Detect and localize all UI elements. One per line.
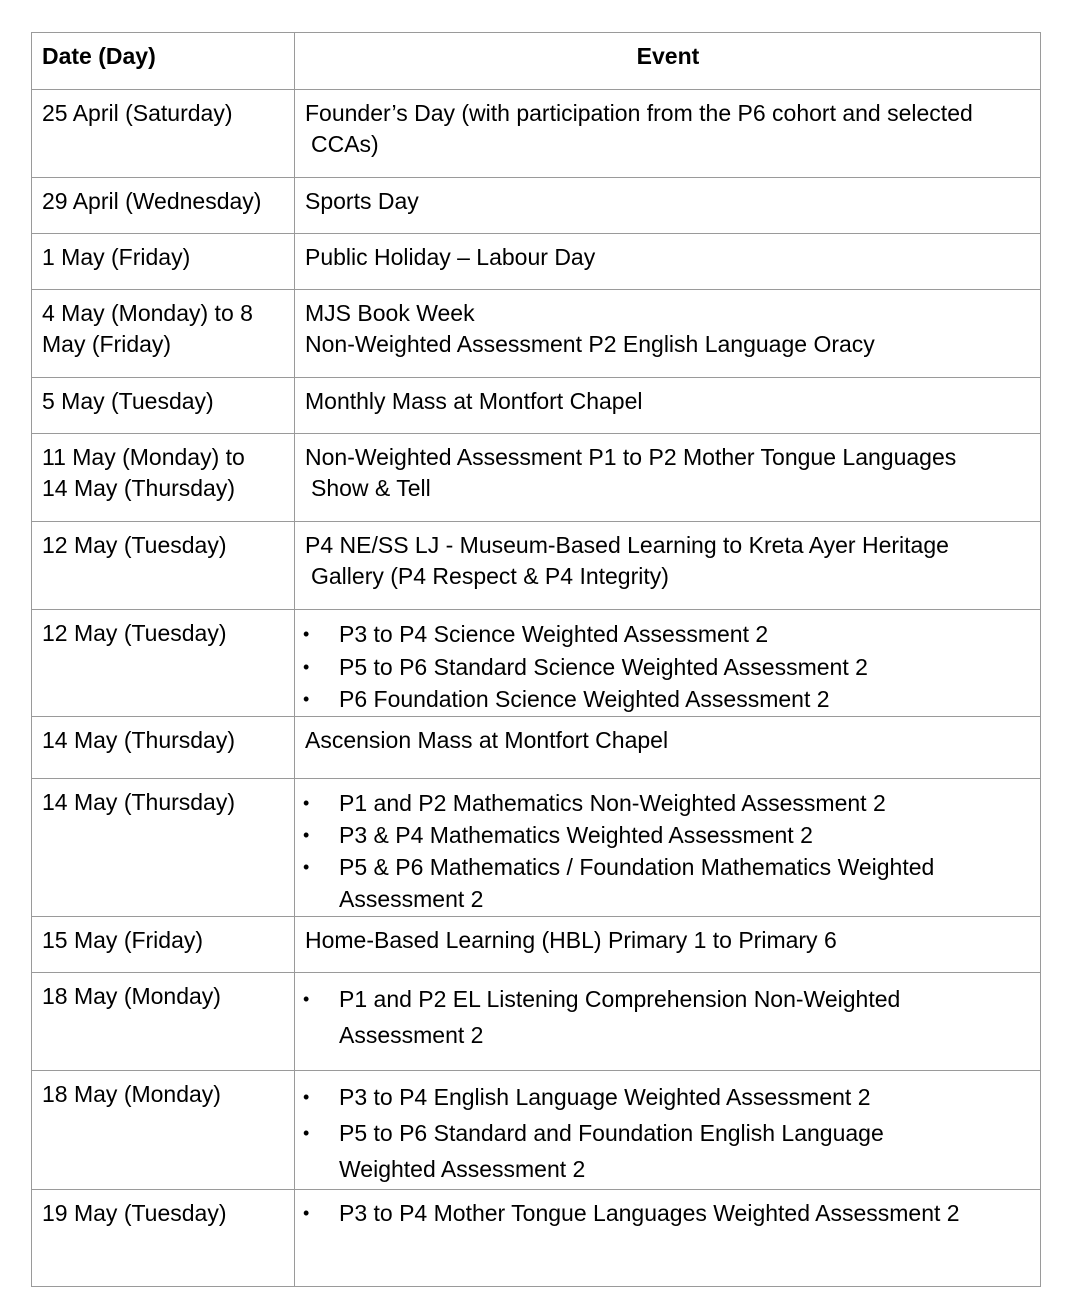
bullet-list [303, 618, 1031, 716]
event-line: Non-Weighted Assessment P2 English Language Oracy [305, 331, 875, 357]
event-line: Ascension Mass at Montfort Chapel [305, 727, 669, 753]
list-item: • P5 to P6 Standard Science Weighted Assessment 2 [303, 651, 1031, 684]
event-cell [295, 234, 1041, 290]
events-table [31, 32, 1041, 1287]
list-item: • P3 to P4 Mother Tongue Languages Weighted Assessment 2 [303, 1198, 1031, 1229]
bullet-list [303, 787, 1031, 915]
date-cell [32, 434, 295, 522]
table-row [32, 973, 1041, 1071]
event-line: MJS Book Week [305, 300, 475, 326]
event-line: CCAs) [311, 131, 379, 157]
list-item: • P5 & P6 Mathematics / Foundation Mathematics Weighted Assessment 2 [303, 851, 1031, 915]
bullet-list [303, 1198, 1031, 1229]
event-cell [295, 378, 1041, 434]
table-row [32, 290, 1041, 378]
event-column-header: Event [295, 33, 1041, 90]
table-row [32, 234, 1041, 290]
event-line: Monthly Mass at Montfort Chapel [305, 388, 643, 414]
date-cell: 14 May (Thursday) [32, 779, 295, 917]
date-cell [32, 290, 295, 378]
list-item: • P3 & P4 Mathematics Weighted Assessment 2 [303, 819, 1031, 851]
event-line: P4 NE/SS LJ - Museum-Based Learning to Kreta Ayer Heritage [305, 532, 949, 558]
event-line: Public Holiday – Labour Day [305, 244, 596, 270]
event-cell [295, 90, 1041, 178]
event-cell [295, 973, 1041, 1071]
event-cell [295, 1071, 1041, 1190]
event-cell [295, 779, 1041, 917]
table-row [32, 1071, 1041, 1190]
date-cell: 19 May (Tuesday) [32, 1190, 295, 1287]
event-cell [295, 1190, 1041, 1287]
event-line: Founder’s Day (with participation from the P6 cohort and selected [305, 100, 973, 126]
date-line: 11 May (Monday) to [42, 444, 245, 470]
date-line: 4 May (Monday) to 8 [42, 300, 253, 326]
date-cell: 12 May (Tuesday) [32, 522, 295, 610]
date-cell: 14 May (Thursday) [32, 717, 295, 779]
date-column-header: Date (Day) [32, 33, 295, 90]
table-row [32, 917, 1041, 973]
event-line: Show & Tell [311, 475, 431, 501]
event-cell [295, 522, 1041, 610]
table-row [32, 378, 1041, 434]
event-line: Sports Day [305, 188, 419, 214]
table-row [32, 610, 1041, 717]
bullet-list [303, 981, 1031, 1053]
event-line: Gallery (P4 Respect & P4 Integrity) [311, 563, 669, 589]
table-row [32, 522, 1041, 610]
list-item: • P3 to P4 English Language Weighted Assessment 2 [303, 1079, 1031, 1115]
header-row [32, 33, 1041, 90]
table-row [32, 779, 1041, 917]
list-item: • P6 Foundation Science Weighted Assessment 2 [303, 683, 1031, 716]
date-cell: 18 May (Monday) [32, 973, 295, 1071]
event-cell [295, 290, 1041, 378]
event-line: Home-Based Learning (HBL) Primary 1 to Primary 6 [305, 927, 837, 953]
event-cell [295, 917, 1041, 973]
list-item: • P5 to P6 Standard and Foundation English Language Weighted Assessment 2 [303, 1115, 1031, 1187]
list-item: • P1 and P2 Mathematics Non-Weighted Assessment 2 [303, 787, 1031, 819]
date-line: May (Friday) [42, 331, 172, 357]
date-cell: 5 May (Tuesday) [32, 378, 295, 434]
event-cell [295, 717, 1041, 779]
date-cell: 18 May (Monday) [32, 1071, 295, 1190]
date-line: 14 May (Thursday) [42, 475, 236, 501]
bullet-list [303, 1079, 1031, 1187]
date-cell: 15 May (Friday) [32, 917, 295, 973]
event-cell [295, 610, 1041, 717]
date-cell: 1 May (Friday) [32, 234, 295, 290]
date-cell: 12 May (Tuesday) [32, 610, 295, 717]
table-row [32, 717, 1041, 779]
date-cell: 29 April (Wednesday) [32, 178, 295, 234]
table-row [32, 434, 1041, 522]
event-line: Non-Weighted Assessment P1 to P2 Mother Tongue Languages [305, 444, 957, 470]
list-item: • P1 and P2 EL Listening Comprehension Non-Weighted Assessment 2 [303, 981, 1031, 1053]
list-item: • P3 to P4 Science Weighted Assessment 2 [303, 618, 1031, 651]
event-cell [295, 178, 1041, 234]
date-cell: 25 April (Saturday) [32, 90, 295, 178]
table-row [32, 90, 1041, 178]
table-row [32, 1190, 1041, 1287]
event-cell [295, 434, 1041, 522]
table-row [32, 178, 1041, 234]
